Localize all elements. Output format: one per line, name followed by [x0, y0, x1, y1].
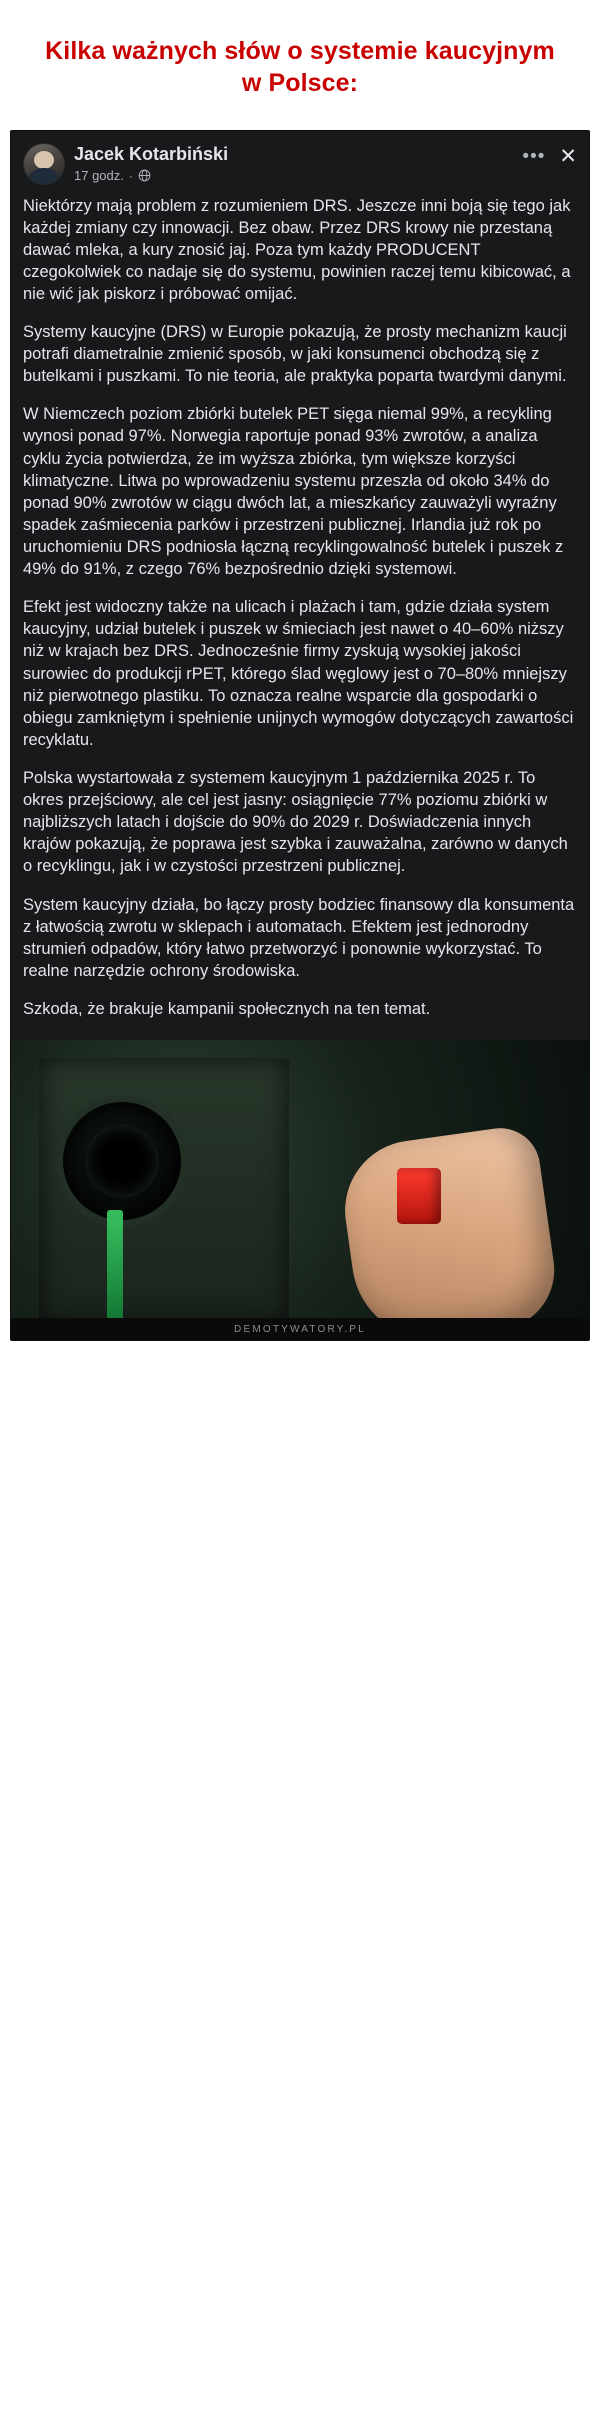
post-paragraph: Polska wystartowała z systemem kaucyjnym 1 października 2025 r. To okres przejściowy, ale cel jest jasny: osiągnięcie 77% poziomu zbiórki w najbliższych latach i dojście do 90% do 2029 r. Doświadczenia innych krajów pokazują, że poprawa jest szybka i zauważalna, zarówno w danych o recyklingu, jak i w czystości przestrzeni publicznej. [23, 769, 573, 876]
separator-dot: · [128, 168, 133, 183]
close-icon[interactable]: ✕ [559, 144, 577, 168]
hand [336, 1123, 562, 1340]
post-body [11, 191, 589, 1041]
machine-bottle-slot [63, 1102, 181, 1220]
author-name[interactable]: Jacek Kotarbiński [74, 143, 229, 164]
vending-machine-scene [11, 1040, 589, 1340]
post-paragraph: Systemy kaucyjne (DRS) w Europie pokazują, że prosty mechanizm kaucji potrafi diametralnie zmienić sposób, w jaki konsumenci obchodzą się z butelkami i puszkami. To nie teoria, ale praktyka poparta twardymi danymi. [23, 323, 572, 386]
globe-icon [138, 169, 151, 182]
post-paragraph: Efekt jest widoczny także na ulicach i plażach i tam, gdzie działa system kaucyjny, udział butelek i puszek w śmieciach jest nawet o 40–60% niższy niż w krajach bez DRS. Jednocześnie firmy zyskują wysokiej jakości surowiec do produkcji rPET, którego ślad węglowy jest o 70–80% mniejszy niż pierwotnego plastiku. To oznacza realne wsparcie dla gospodarki o obiegu zamkniętym i spełnienie unijnych wymogów dotyczących zawartości recyklatu. [23, 598, 578, 749]
page-root [0, 17, 600, 2420]
machine-green-strip [107, 1210, 123, 1330]
post-timestamp[interactable]: 17 godz. [74, 168, 124, 184]
post-photo[interactable] [11, 1040, 589, 1340]
post-paragraph: W Niemczech poziom zbiórki butelek PET sięga niemal 99%, a recykling wynosi ponad 97%. Norwegia raportuje ponad 93% zwrotów, a analiza cyklu życia potwierdza, że im wyższa zbiórka, tym większe korzyści klimatyczne. Litwa po wprowadzeniu systemu przeszła od około 34% do ponad 90% zwrotów w ciągu dwóch lat, a mieszkańcy zauważyli wyraźny spadek zaśmiecenia parków i przestrzeni publicznej. Irlandia już rok po uruchomieniu DRS podniosła łączną recyklingowalność butelek i puszek z 49% do 91%, z czego 76% bezpośrednio dzięki systemowi. [23, 405, 568, 579]
post-paragraph: Szkoda, że brakuje kampanii społecznych na ten temat. [23, 1000, 431, 1018]
facebook-post-card [10, 130, 590, 1342]
post-header-actions [522, 143, 577, 167]
avatar[interactable] [23, 143, 65, 185]
poster-meta [74, 143, 513, 184]
post-submeta [74, 168, 513, 183]
post-header [11, 131, 589, 191]
post-paragraph: System kaucyjny działa, bo łączy prosty bodziec finansowy dla konsumenta z łatwością zwrotu w sklepach i automatach. Efektem jest jednorodny strumień odpadów, który łatwo przetworzyć i ponownie wykorzystać. To realne narzędzie ochrony środowiska. [23, 895, 579, 980]
post-paragraph: Niektórzy mają problem z rozumieniem DRS. Jeszcze inni boją się tego jak każdej zmiany czy innowacji. Bez obaw. Przez DRS krowy nie przestaną dawać mleka, a kury znosić jaj. Poza tym każdy PRODUCENT czegokolwiek co nadaje się do systemu, powinien raczej temu kibicować, a nie wić jak piskorz i próbować omijać. [23, 196, 576, 303]
watermark: DEMOTYWATORY.PL [11, 1318, 589, 1340]
page-title: Kilka ważnych słów o systemie kaucyjnym w Polsce: [45, 36, 555, 97]
aluminium-can [397, 1168, 441, 1224]
more-options-icon[interactable]: ••• [522, 145, 546, 167]
